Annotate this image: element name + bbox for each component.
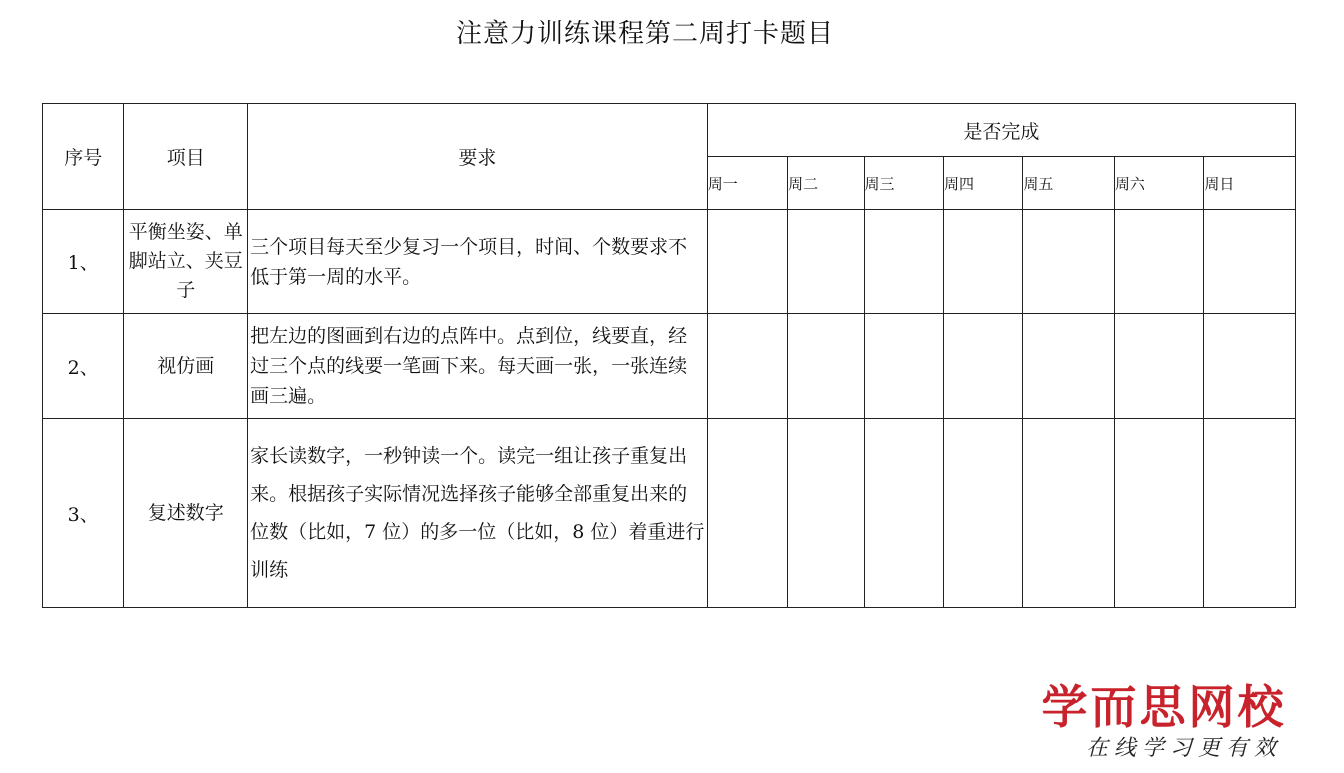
header-day-fri: 周五	[1023, 157, 1115, 210]
header-index: 序号	[43, 104, 124, 210]
row-project: 平衡坐姿、单脚站立、夹豆子	[124, 210, 248, 314]
checkin-cell-wed[interactable]	[864, 210, 943, 314]
row-index: 1、	[43, 210, 124, 314]
checkin-cell-sun[interactable]	[1204, 314, 1296, 419]
row-requirement: 三个项目每天至少复习一个项目，时间、个数要求不低于第一周的水平。	[248, 210, 708, 314]
checkin-cell-sat[interactable]	[1114, 314, 1203, 419]
header-day-sun: 周日	[1204, 157, 1296, 210]
checkin-cell-fri[interactable]	[1023, 210, 1115, 314]
checkin-table	[42, 103, 1296, 608]
header-requirement: 要求	[248, 104, 708, 210]
checkin-cell-tue[interactable]	[788, 210, 864, 314]
brand-logo	[1014, 680, 1314, 764]
page-title: 注意力训练课程第二周打卡题目	[455, 19, 834, 49]
checkin-cell-mon[interactable]	[707, 314, 787, 419]
table-row	[43, 210, 1296, 314]
checkin-cell-wed[interactable]	[864, 314, 943, 419]
brand-slogan: 在线学习更有效	[1085, 736, 1282, 761]
checkin-cell-mon[interactable]	[707, 210, 787, 314]
checkin-cell-tue[interactable]	[788, 419, 864, 608]
checkin-cell-tue[interactable]	[788, 314, 864, 419]
table-row	[43, 419, 1296, 608]
checkin-cell-fri[interactable]	[1023, 314, 1115, 419]
header-day-tue: 周二	[788, 157, 864, 210]
row-project: 视仿画	[124, 314, 248, 419]
checkin-cell-thu[interactable]	[943, 210, 1022, 314]
header-row-top	[43, 104, 1296, 157]
row-requirement: 把左边的图画到右边的点阵中。点到位，线要直，经过三个点的线要一笔画下来。每天画一张，一张连续画三遍。	[248, 314, 708, 419]
row-index: 2、	[43, 314, 124, 419]
checkin-cell-sat[interactable]	[1114, 210, 1203, 314]
checkin-cell-sat[interactable]	[1114, 419, 1203, 608]
checkin-cell-sun[interactable]	[1204, 210, 1296, 314]
table-row	[43, 314, 1296, 419]
row-index: 3、	[43, 419, 124, 608]
row-requirement: 家长读数字，一秒钟读一个。读完一组让孩子重复出来。根据孩子实际情况选择孩子能够全部重复出来的位数（比如，7 位）的多一位（比如，8 位）着重进行训练	[248, 419, 708, 608]
row-project: 复述数字	[124, 419, 248, 608]
header-day-thu: 周四	[943, 157, 1022, 210]
checkin-cell-fri[interactable]	[1023, 419, 1115, 608]
brand-name: 学而思网校	[1041, 680, 1287, 734]
header-completion: 是否完成	[707, 104, 1295, 157]
checkin-cell-wed[interactable]	[864, 419, 943, 608]
checkin-cell-mon[interactable]	[707, 419, 787, 608]
checkin-cell-thu[interactable]	[943, 314, 1022, 419]
header-day-wed: 周三	[864, 157, 943, 210]
checkin-cell-sun[interactable]	[1204, 419, 1296, 608]
checkin-cell-thu[interactable]	[943, 419, 1022, 608]
header-day-sat: 周六	[1114, 157, 1203, 210]
header-project: 项目	[124, 104, 248, 210]
header-day-mon: 周一	[707, 157, 787, 210]
